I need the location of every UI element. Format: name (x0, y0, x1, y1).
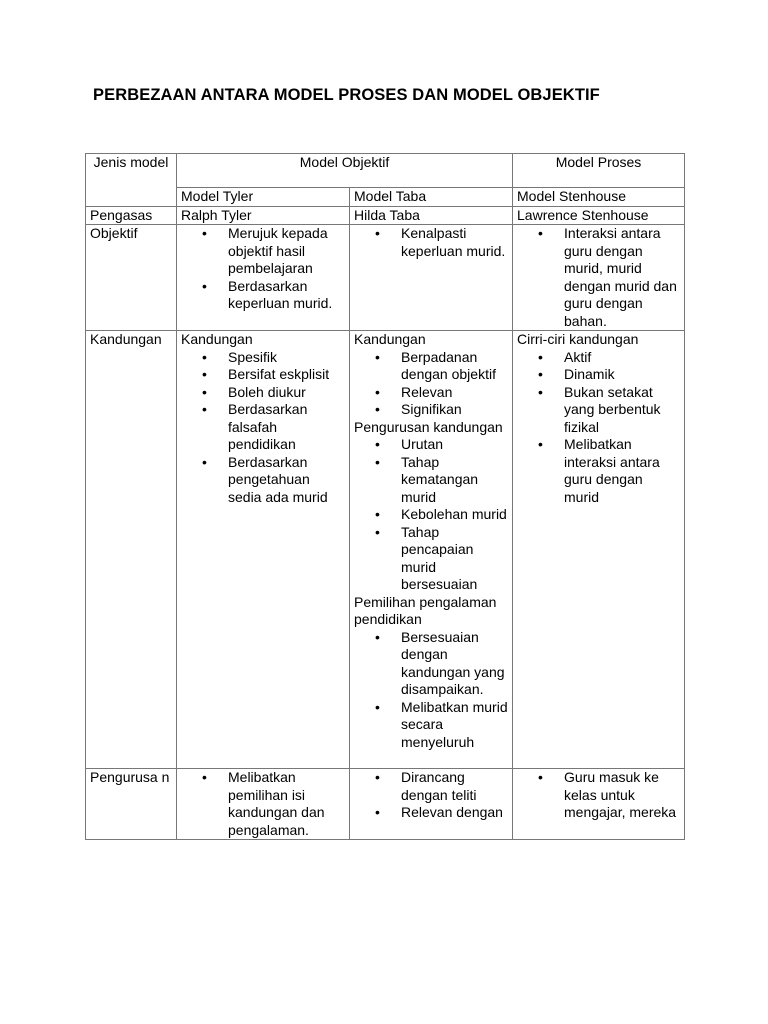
list-item: • Tahap kematangan murid (401, 454, 508, 507)
list-item: • Berdasarkan falsafah pendidikan (228, 401, 345, 454)
objektif-row (86, 225, 685, 331)
list-item: • Bukan setakat yang berbentuk fizikal (564, 384, 680, 437)
list-item: • Bersesuaian dengan kandungan yang disampaikan. (401, 629, 508, 699)
cell-heading: Pengurusan kandungan (354, 418, 503, 435)
header-model-proses: Model Proses (513, 154, 685, 188)
pengasas-taba: Hilda Taba (350, 206, 513, 225)
cell-heading: Kandungan (181, 331, 253, 347)
row-label-pengasas: Pengasas (86, 206, 177, 225)
row-label-pengurusan: Pengurusa n (86, 769, 177, 840)
list-item: • Relevan dengan (401, 804, 508, 822)
bullet-list (517, 769, 680, 822)
list-item: • Tahap pencapaian murid bersesuaian (401, 524, 508, 594)
list-item: • Interaksi antara guru dengan murid, murid dengan murid dan guru dengan bahan. (564, 225, 680, 330)
header-jenis-model: Jenis model (86, 154, 177, 207)
row-label-kandungan: Kandungan (86, 331, 177, 769)
header-model-objektif: Model Objektif (177, 154, 513, 188)
pengurusan-taba (350, 769, 513, 840)
bullet-list (517, 349, 680, 507)
list-item: • Boleh diukur (228, 384, 345, 402)
pengurusan-stenhouse (513, 769, 685, 840)
bullet-list (181, 769, 345, 839)
cell-heading: Cirri-ciri kandungan (517, 331, 639, 347)
bullet-list (354, 225, 508, 260)
pengurusan-row (86, 769, 685, 840)
list-item: • Urutan (401, 436, 508, 454)
kandungan-taba (350, 331, 513, 769)
kandungan-stenhouse (513, 331, 685, 769)
cell-heading: Kandungan (354, 331, 426, 347)
list-item: • Kebolehan murid (401, 506, 508, 524)
list-item: • Melibatkan pemilihan isi kandungan dan pengalaman. (228, 769, 345, 839)
pengasas-stenhouse: Lawrence Stenhouse (513, 206, 685, 225)
list-item: • Berdasarkan keperluan murid. (228, 278, 345, 313)
page-title: PERBEZAAN ANTARA MODEL PROSES DAN MODEL OBJEKTIF (93, 86, 600, 104)
list-item: • Melibatkan interaksi antara guru dengan murid (564, 436, 680, 506)
pengasas-tyler: Ralph Tyler (177, 206, 350, 225)
bullet-list (354, 436, 508, 594)
list-item: • Kenalpasti keperluan murid. (401, 225, 508, 260)
row-label-objektif: Objektif (86, 225, 177, 331)
bullet-list (181, 225, 345, 313)
list-item: • Guru masuk ke kelas untuk mengajar, mereka (564, 769, 680, 822)
subheader-taba: Model Taba (350, 188, 513, 207)
bullet-list (517, 225, 680, 330)
list-item: • Spesifik (228, 349, 345, 367)
list-item: • Bersifat eskplisit (228, 366, 345, 384)
list-item: • Aktif (564, 349, 680, 367)
list-item: • Berdasarkan pengetahuan sedia ada murid (228, 454, 345, 507)
cell-heading: Pemilihan pengalaman pendidikan (354, 593, 497, 627)
header-row (86, 154, 685, 188)
list-item: • Dirancang dengan teliti (401, 769, 508, 804)
subheader-tyler: Model Tyler (177, 188, 350, 207)
bullet-list (354, 769, 508, 822)
list-item: • Berpadanan dengan objektif (401, 349, 508, 384)
kandungan-tyler (177, 331, 350, 769)
list-item: • Dinamik (564, 366, 680, 384)
list-item: • Melibatkan murid secara menyeluruh (401, 699, 508, 752)
objektif-taba (350, 225, 513, 331)
objektif-tyler (177, 225, 350, 331)
subheader-stenhouse: Model Stenhouse (513, 188, 685, 207)
kandungan-row (86, 331, 685, 769)
bullet-list (181, 349, 345, 507)
pengasas-row (86, 206, 685, 225)
list-item: • Signifikan (401, 401, 508, 419)
pengurusan-tyler (177, 769, 350, 840)
bullet-list (354, 629, 508, 752)
bullet-list (354, 349, 508, 419)
objektif-stenhouse (513, 225, 685, 331)
list-item: • Merujuk kepada objektif hasil pembelajaran (228, 225, 345, 278)
list-item: • Relevan (401, 384, 508, 402)
comparison-table (85, 153, 685, 840)
